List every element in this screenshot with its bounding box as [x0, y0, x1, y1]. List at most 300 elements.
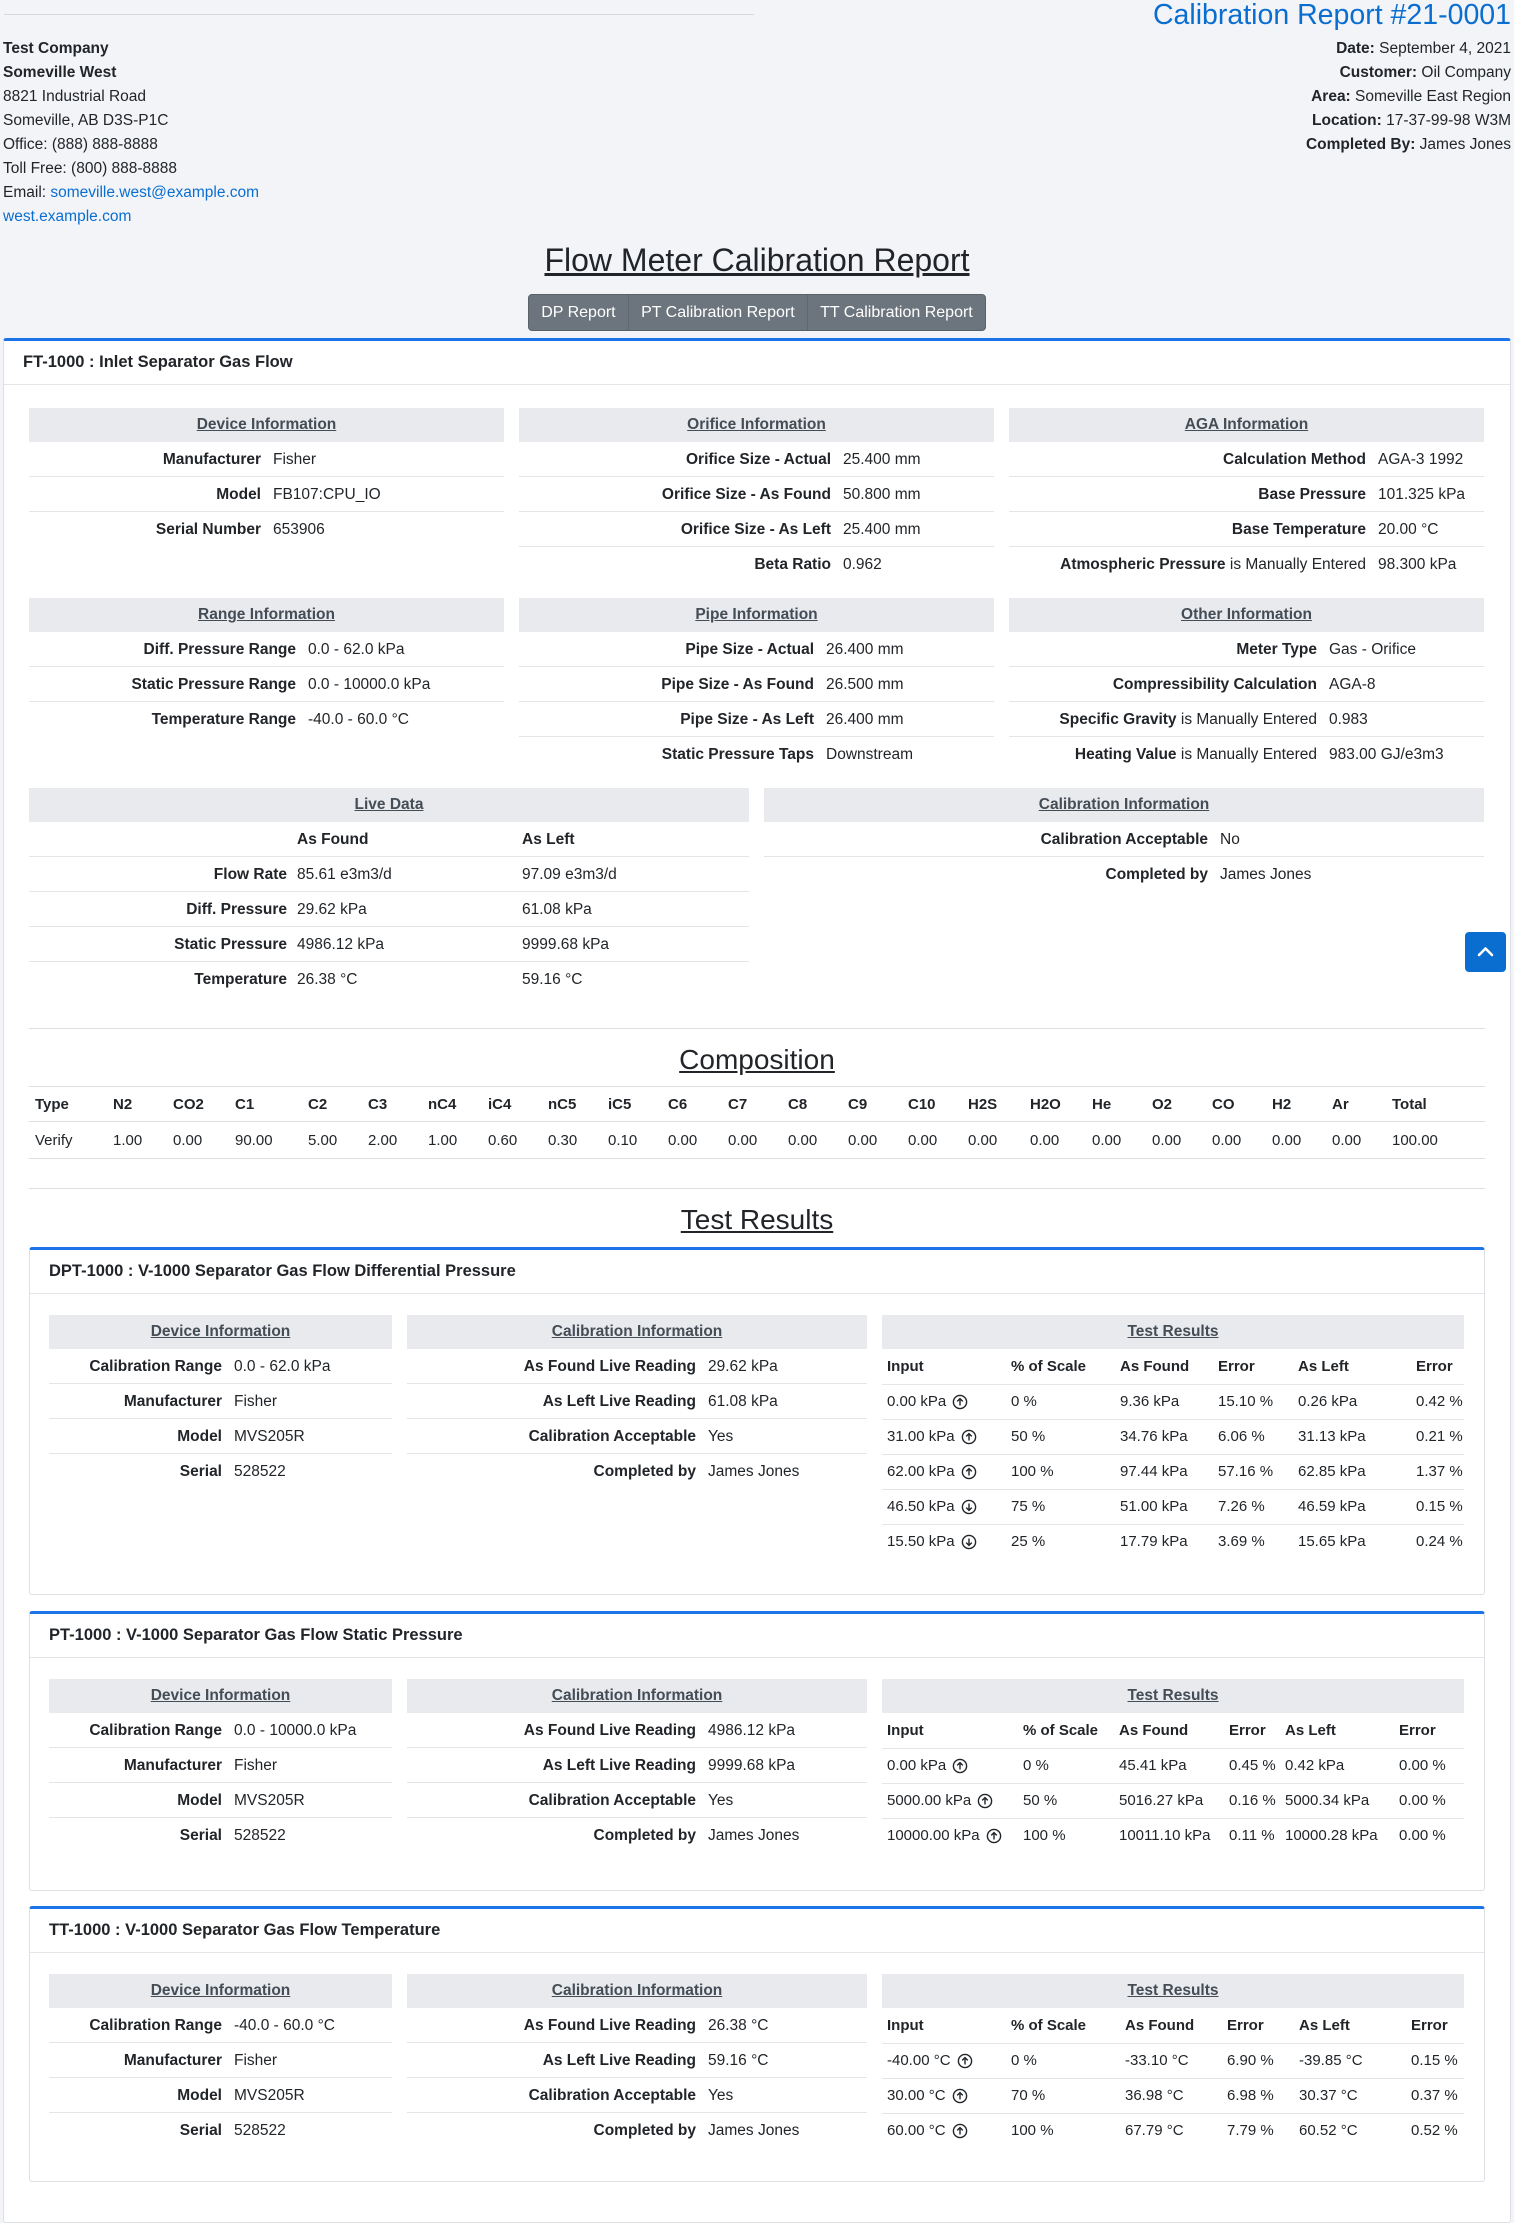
info-row [519, 667, 994, 702]
info-row [407, 1713, 867, 1748]
results-cell: 9.36 kPa [1115, 1384, 1213, 1419]
range-info-title: Range Information [29, 598, 504, 632]
info-row [49, 1454, 392, 1489]
arrow-up-circle-icon [961, 1464, 977, 1480]
info-label: Calculation Method [1223, 451, 1366, 468]
comp-header: Ar [1326, 1087, 1386, 1122]
info-value: MVS205R [234, 1428, 305, 1445]
test-calibration-title: Calibration Information [407, 1315, 867, 1349]
info-row [407, 2043, 867, 2078]
results-cell: 0.00 % [1394, 1748, 1464, 1783]
info-value: Fisher [234, 1757, 278, 1774]
results-cell: 30.37 °C [1294, 2078, 1406, 2113]
date-value: September 4, 2021 [1379, 40, 1511, 57]
info-value: Gas - Orifice [1329, 641, 1416, 658]
results-header: Error [1411, 1349, 1464, 1384]
info-label: Model [177, 1428, 222, 1445]
info-row [1009, 702, 1484, 737]
comp-header: C2 [302, 1087, 362, 1122]
info-label: Orifice Size - As Found [661, 486, 831, 503]
live-label: Temperature [194, 971, 287, 988]
results-cell: 100 % [1011, 2122, 1054, 2140]
info-label: Base Temperature [1231, 521, 1366, 538]
info-label: As Found Live Reading [523, 2017, 696, 2034]
info-value: Yes [708, 1792, 734, 1809]
comp-header: Total [1386, 1087, 1485, 1122]
results-cell: 50 % [1006, 1419, 1115, 1454]
results-cell: 36.98 °C [1120, 2078, 1222, 2113]
test-device-section [49, 1679, 392, 1853]
live-data-title: Live Data [29, 788, 749, 822]
info-value: James Jones [708, 2122, 800, 2139]
company-name: Test Company [3, 40, 109, 57]
device-info-section [29, 408, 504, 547]
info-row [519, 512, 994, 547]
info-value: 101.325 kPa [1378, 486, 1466, 503]
info-label: Calibration Acceptable [528, 1792, 696, 1809]
aga-info-section [1009, 408, 1484, 582]
info-row [519, 702, 994, 737]
comp-value: 0.60 [482, 1122, 542, 1159]
results-row [882, 1384, 1464, 1419]
info-value: 0.0 - 10000.0 kPa [308, 676, 431, 693]
results-cell: 0.24 % [1416, 1533, 1463, 1551]
results-input: 31.00 kPa [887, 1427, 955, 1445]
results-cell: 25 % [1011, 1533, 1046, 1551]
top-divider [4, 14, 754, 15]
results-cell: -33.10 °C [1120, 2043, 1222, 2078]
results-cell [882, 1524, 1006, 1559]
info-label: Model [177, 2087, 222, 2104]
info-value: Yes [708, 1428, 734, 1445]
location-label: Location: [1312, 112, 1382, 129]
info-label: Serial [179, 1463, 222, 1480]
results-cell: 6.06 % [1213, 1419, 1293, 1454]
info-label: Calibration Acceptable [1040, 831, 1208, 848]
email-label: Email: [3, 184, 47, 201]
calibration-info-title: Calibration Information [764, 788, 1484, 822]
report-nav [528, 294, 986, 331]
info-label: As Found Live Reading [523, 1358, 696, 1375]
info-row [49, 2078, 392, 2113]
comp-value: 0.00 [1326, 1122, 1386, 1159]
results-cell [882, 1818, 1018, 1853]
results-header: % of Scale [1018, 1713, 1114, 1748]
results-cell: 5016.27 kPa [1114, 1783, 1224, 1818]
as-left-header: As Left [522, 831, 575, 848]
composition-table [29, 1086, 1485, 1159]
results-cell [882, 1489, 1006, 1524]
results-header: Error [1222, 2008, 1294, 2043]
as-found-header: As Found [297, 831, 369, 848]
results-cell: 0.45 % [1224, 1748, 1280, 1783]
composition-header-row [29, 1087, 1485, 1122]
info-row [29, 702, 504, 737]
comp-header: CO2 [167, 1087, 229, 1122]
info-row [49, 1384, 392, 1419]
info-row [29, 512, 504, 547]
info-value: 528522 [234, 1827, 286, 1844]
info-label: Completed by [593, 2122, 696, 2139]
comp-value: 0.10 [602, 1122, 662, 1159]
info-row [519, 477, 994, 512]
info-label: Model [216, 486, 261, 503]
results-input: 10000.00 kPa [887, 1827, 980, 1845]
other-info-section [1009, 598, 1484, 772]
results-cell: 7.79 % [1227, 2122, 1274, 2140]
test-calibration-title: Calibration Information [407, 1679, 867, 1713]
device-info-title: Device Information [29, 408, 504, 442]
info-row [407, 1454, 867, 1489]
test-calibration-section [407, 1315, 867, 1489]
info-value: 653906 [273, 521, 325, 538]
results-cell [882, 2043, 1006, 2078]
info-label: Completed by [1105, 866, 1208, 883]
results-header: As Found [1120, 2008, 1222, 2043]
results-cell: 60.52 °C [1299, 2122, 1358, 2140]
info-row [519, 547, 994, 582]
info-row [49, 1818, 392, 1853]
test-calibration-title: Calibration Information [407, 1974, 867, 2008]
test-device-title: Device Information [49, 1679, 392, 1713]
report-title: Calibration Report #21-0001 [1152, 0, 1511, 31]
pipe-info-title: Pipe Information [519, 598, 994, 632]
comp-value: 0.00 [842, 1122, 902, 1159]
results-cell: 46.59 kPa [1293, 1489, 1411, 1524]
info-value: 25.400 mm [843, 521, 921, 538]
company-block [3, 37, 259, 229]
live-row [29, 962, 749, 997]
arrow-up-circle-icon [977, 1793, 993, 1809]
info-row [407, 2008, 867, 2043]
info-row [1009, 442, 1484, 477]
aga-info-title: AGA Information [1009, 408, 1484, 442]
results-cell: 0 % [1006, 2043, 1120, 2078]
results-cell: 0 % [1018, 1748, 1114, 1783]
info-row [29, 477, 504, 512]
completed-by-label: Completed By: [1305, 136, 1416, 153]
info-label: As Left Live Reading [542, 1757, 696, 1774]
arrow-down-circle-icon [961, 1499, 977, 1515]
arrow-up-circle-icon [952, 1394, 968, 1410]
results-cell: 0.37 % [1406, 2078, 1464, 2113]
test-results-section-title: Test Results [882, 1679, 1464, 1713]
info-value: 0.0 - 62.0 kPa [308, 641, 405, 658]
results-cell: 7.26 % [1213, 1489, 1293, 1524]
results-row [882, 1524, 1464, 1559]
info-label: Specific Gravity [1059, 711, 1177, 728]
results-input: 0.00 kPa [887, 1392, 947, 1410]
test-device-section [49, 1315, 392, 1489]
results-header-row [882, 2008, 1464, 2043]
results-header: Input [882, 2008, 1006, 2043]
page-title: Flow Meter Calibration Report [544, 242, 970, 278]
live-label: Static Pressure [174, 936, 287, 953]
info-label: Serial Number [155, 521, 261, 538]
info-row [519, 632, 994, 667]
results-cell: 51.00 kPa [1115, 1489, 1213, 1524]
results-cell [882, 1454, 1006, 1489]
comp-value: 0.00 [1024, 1122, 1086, 1159]
report-meta [1306, 37, 1511, 157]
comp-header: C9 [842, 1087, 902, 1122]
results-row [882, 1419, 1464, 1454]
info-row [407, 1748, 867, 1783]
test-results-section-title: Test Results [882, 1974, 1464, 2008]
test-results-title: Test Results [680, 1204, 834, 1235]
results-cell: 0.26 kPa [1293, 1384, 1411, 1419]
test-results-section [882, 1315, 1464, 1559]
range-info-section [29, 598, 504, 737]
info-row [407, 1349, 867, 1384]
results-cell: 34.76 kPa [1115, 1419, 1213, 1454]
results-input: 62.00 kPa [887, 1462, 955, 1480]
info-value: 26.400 mm [826, 641, 904, 658]
info-value: 59.16 °C [708, 2052, 769, 2069]
comp-header: C10 [902, 1087, 962, 1122]
live-as-found: 26.38 °C [297, 971, 358, 988]
calibration-info-section [764, 788, 1484, 892]
results-row [882, 2113, 1464, 2148]
results-cell: 0.00 % [1399, 1827, 1446, 1845]
meter-card-header: FT-1000 : Inlet Separator Gas Flow [4, 341, 1510, 385]
results-header: As Left [1280, 1713, 1394, 1748]
test-results-table [882, 2008, 1464, 2148]
results-cell: 100 % [1006, 1454, 1115, 1489]
pt-report-button[interactable]: PT Calibration Report [629, 295, 808, 330]
live-as-found: 29.62 kPa [297, 901, 367, 918]
comp-header: nC5 [542, 1087, 602, 1122]
info-row [49, 2043, 392, 2078]
results-input: 30.00 °C [887, 2086, 946, 2104]
info-value: -40.0 - 60.0 °C [234, 2017, 335, 2034]
website-link[interactable]: west.example.com [3, 208, 132, 225]
info-label: Pipe Size - As Left [680, 711, 814, 728]
company-address1: 8821 Industrial Road [3, 88, 147, 105]
info-row [1009, 737, 1484, 772]
arrow-up-circle-icon [986, 1828, 1002, 1844]
results-row [882, 1454, 1464, 1489]
comp-header: O2 [1146, 1087, 1206, 1122]
info-label: Heating Value [1074, 746, 1177, 763]
comp-value: 0.30 [542, 1122, 602, 1159]
live-as-left: 59.16 °C [522, 971, 583, 988]
results-header: As Found [1114, 1713, 1224, 1748]
live-label: Flow Rate [213, 866, 287, 883]
arrow-down-circle-icon [961, 1534, 977, 1550]
comp-value: 0.00 [167, 1122, 229, 1159]
test-results-table [882, 1349, 1464, 1559]
results-header: Error [1213, 1349, 1293, 1384]
info-value: 98.300 kPa [1378, 556, 1457, 573]
info-value: 983.00 GJ/e3m3 [1329, 746, 1444, 763]
results-header: Input [882, 1349, 1006, 1384]
info-value: Fisher [273, 451, 317, 468]
info-value: 61.08 kPa [708, 1393, 778, 1410]
results-header: Error [1406, 2008, 1464, 2043]
comp-value: 2.00 [362, 1122, 422, 1159]
results-cell: 31.13 kPa [1293, 1419, 1411, 1454]
info-label: Orifice Size - Actual [686, 451, 831, 468]
info-label: Serial [179, 1827, 222, 1844]
info-value: AGA-8 [1329, 676, 1376, 693]
pipe-info-section [519, 598, 994, 772]
results-header: As Left [1294, 2008, 1406, 2043]
comp-header: Type [29, 1087, 107, 1122]
comp-value: 0.00 [1146, 1122, 1206, 1159]
comp-header: N2 [107, 1087, 167, 1122]
company-office: Office: (888) 888-8888 [3, 136, 158, 153]
comp-header: C3 [362, 1087, 422, 1122]
info-label: Completed by [593, 1463, 696, 1480]
info-label: Manufacturer [162, 451, 261, 468]
info-value: MVS205R [234, 2087, 305, 2104]
results-cell: 5000.34 kPa [1280, 1783, 1394, 1818]
comp-value: 100.00 [1386, 1122, 1485, 1159]
comp-header: H2O [1024, 1087, 1086, 1122]
tt-report-button[interactable]: TT Calibration Report [820, 304, 973, 321]
test-device-section [49, 1974, 392, 2148]
results-cell: 45.41 kPa [1114, 1748, 1224, 1783]
info-value: James Jones [708, 1827, 800, 1844]
info-row [29, 667, 504, 702]
results-cell [882, 1384, 1006, 1419]
info-value: 26.500 mm [826, 676, 904, 693]
test-results-section [882, 1679, 1464, 1853]
info-label: Calibration Acceptable [528, 1428, 696, 1445]
info-row [1009, 632, 1484, 667]
scroll-top-button[interactable] [1465, 932, 1506, 972]
info-row [49, 1349, 392, 1384]
live-as-left: 97.09 e3m3/d [522, 866, 617, 883]
email-link[interactable]: someville.west@example.com [50, 184, 260, 201]
results-cell: 0.00 % [1394, 1783, 1464, 1818]
info-row [407, 1783, 867, 1818]
info-label: As Left Live Reading [542, 2052, 696, 2069]
comp-header: C7 [722, 1087, 782, 1122]
results-cell [882, 2078, 1006, 2113]
comp-header: iC5 [602, 1087, 662, 1122]
info-label: Orifice Size - As Left [680, 521, 831, 538]
comp-value: 1.00 [422, 1122, 482, 1159]
info-value: Yes [708, 2087, 734, 2104]
results-cell [882, 1748, 1018, 1783]
results-cell: -39.85 °C [1294, 2043, 1406, 2078]
info-label: Manufacturer [123, 2052, 222, 2069]
results-row [882, 1748, 1464, 1783]
info-value: 26.400 mm [826, 711, 904, 728]
info-label: Compressibility Calculation [1112, 676, 1317, 693]
dp-report-button[interactable]: DP Report [529, 295, 629, 330]
info-value: 29.62 kPa [708, 1358, 778, 1375]
results-cell: 0.15 % [1406, 2043, 1464, 2078]
arrow-up-circle-icon [952, 2123, 968, 2139]
arrow-up-circle-icon [952, 1758, 968, 1774]
test-device-title: Device Information [49, 1315, 392, 1349]
live-as-left: 9999.68 kPa [522, 936, 610, 953]
results-cell: 1.37 % [1411, 1454, 1464, 1489]
company-branch: Someville West [3, 64, 117, 81]
manual-note: is Manually Entered [1229, 556, 1366, 573]
orifice-info-section [519, 408, 994, 582]
results-header: Error [1224, 1713, 1280, 1748]
info-label: As Found Live Reading [523, 1722, 696, 1739]
info-value: Fisher [234, 2052, 278, 2069]
results-cell: 0.21 % [1411, 1419, 1464, 1454]
manual-note: is Manually Entered [1180, 746, 1317, 763]
comp-value: 0.00 [722, 1122, 782, 1159]
info-value: 26.38 °C [708, 2017, 769, 2034]
info-value: James Jones [708, 1463, 800, 1480]
info-value: 0.962 [843, 556, 882, 573]
info-value: 0.0 - 10000.0 kPa [234, 1722, 357, 1739]
info-row [29, 632, 504, 667]
results-header: Input [882, 1713, 1018, 1748]
info-value: 4986.12 kPa [708, 1722, 796, 1739]
comp-value: 0.00 [902, 1122, 962, 1159]
info-value: 9999.68 kPa [708, 1757, 796, 1774]
divider [29, 1188, 1485, 1189]
results-row [882, 1783, 1464, 1818]
live-as-found: 4986.12 kPa [297, 936, 385, 953]
test-results-section [882, 1974, 1464, 2148]
results-cell: 97.44 kPa [1115, 1454, 1213, 1489]
comp-header: CO [1206, 1087, 1266, 1122]
info-row [764, 857, 1484, 892]
info-value: MVS205R [234, 1792, 305, 1809]
divider [29, 1028, 1485, 1029]
arrow-up-circle-icon [957, 2053, 973, 2069]
info-row [1009, 477, 1484, 512]
results-cell: 100 % [1023, 1827, 1066, 1845]
info-label: Calibration Range [89, 1358, 222, 1375]
test-results-section-title: Test Results [882, 1315, 1464, 1349]
info-value: 20.00 °C [1378, 521, 1439, 538]
other-info-title: Other Information [1009, 598, 1484, 632]
info-row [764, 822, 1484, 857]
results-input: 5000.00 kPa [887, 1791, 972, 1809]
info-row [407, 2078, 867, 2113]
info-row [407, 1419, 867, 1454]
results-cell: 0.15 % [1411, 1489, 1464, 1524]
comp-value: 90.00 [229, 1122, 302, 1159]
test-card-header: TT-1000 : V-1000 Separator Gas Flow Temperature [30, 1909, 1484, 1953]
info-value: 528522 [234, 2122, 286, 2139]
info-label: Calibration Acceptable [528, 2087, 696, 2104]
results-input: 60.00 °C [887, 2122, 946, 2140]
comp-value: 0.00 [1206, 1122, 1266, 1159]
info-label: Beta Ratio [754, 556, 831, 573]
live-row [29, 927, 749, 962]
results-cell: 70 % [1006, 2078, 1120, 2113]
test-card-header: PT-1000 : V-1000 Separator Gas Flow Static Pressure [30, 1614, 1484, 1658]
comp-value: 0.00 [1086, 1122, 1146, 1159]
results-cell: 17.79 kPa [1120, 1533, 1188, 1551]
chevron-up-icon [1465, 932, 1506, 972]
results-input: 15.50 kPa [887, 1533, 955, 1551]
results-header: As Left [1293, 1349, 1411, 1384]
area-value: Someville East Region [1355, 88, 1511, 105]
test-device-title: Device Information [49, 1974, 392, 2008]
date-label: Date: [1336, 40, 1375, 57]
test-card-header: DPT-1000 : V-1000 Separator Gas Flow Differential Pressure [30, 1250, 1484, 1294]
info-label: Manufacturer [123, 1393, 222, 1410]
info-label: Temperature Range [151, 711, 296, 728]
info-value: No [1220, 831, 1240, 848]
info-value: James Jones [1220, 866, 1312, 883]
manual-note: is Manually Entered [1180, 711, 1317, 728]
comp-header: iC4 [482, 1087, 542, 1122]
